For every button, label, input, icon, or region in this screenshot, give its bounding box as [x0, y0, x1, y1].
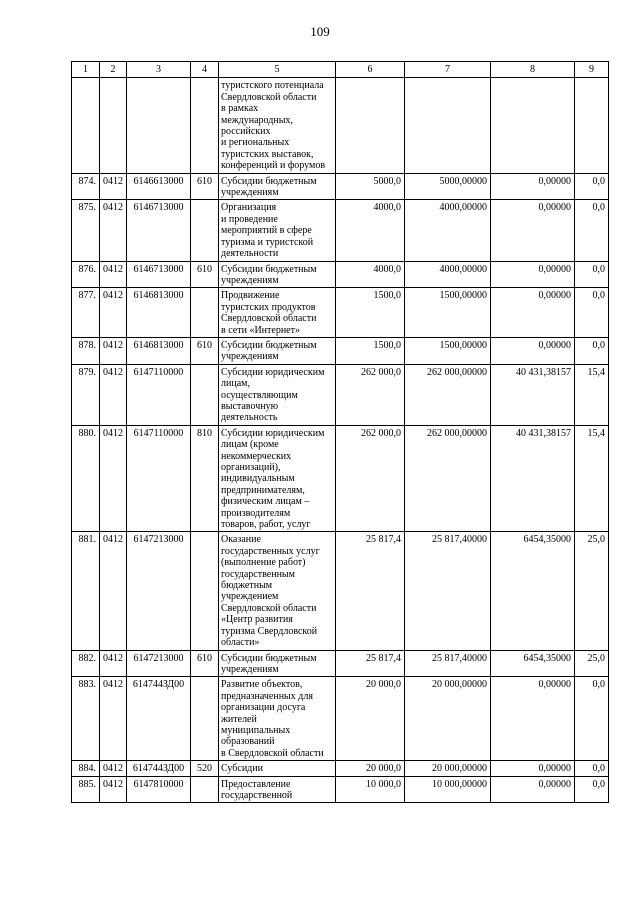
table-cell-c9: 0,0	[575, 776, 609, 803]
table-cell-c6: 25 817,4	[336, 532, 405, 650]
table-cell-c3: 6146813000	[127, 288, 191, 338]
table-cell-c7: 1500,00000	[405, 337, 491, 364]
budget-table	[71, 61, 609, 803]
table-cell-c6: 5000,0	[336, 173, 405, 200]
table-cell-c4	[191, 288, 219, 338]
table-cell-c2: 0412	[100, 761, 127, 776]
table-cell-c6	[336, 78, 405, 173]
table-cell-desc: туристского потенциала Свердловской области в рамках международных, российских и региональных туристских выставок, конференций и форумов	[219, 78, 336, 173]
table-cell-c8	[491, 78, 575, 173]
table-cell-c3: 6147110000	[127, 425, 191, 532]
table-cell-c4: 610	[191, 173, 219, 200]
column-header: 4	[191, 62, 219, 78]
table-cell-desc: Организация и проведение мероприятий в сфере туризма и туристской деятельности	[219, 200, 336, 261]
table-row	[72, 261, 609, 288]
table-cell-desc: Оказание государственных услуг (выполнение работ) государственным бюджетным учреждением Свердловской области «Центр развития туризма Свердловской области»	[219, 532, 336, 650]
table-cell-c9: 0,0	[575, 200, 609, 261]
table-cell-c2: 0412	[100, 364, 127, 425]
table-row	[72, 425, 609, 532]
table-cell-desc: Субсидии	[219, 761, 336, 776]
column-header: 1	[72, 62, 100, 78]
table-cell-c3: 6146713000	[127, 200, 191, 261]
table-cell-c3: 614744ЗД00	[127, 761, 191, 776]
table-cell-c4: 610	[191, 337, 219, 364]
table-cell-c4: 610	[191, 261, 219, 288]
table-cell-c9: 0,0	[575, 173, 609, 200]
table-cell-desc: Развитие объектов, предназначенных для организации досуга жителей муниципальных образований в Свердловской области	[219, 677, 336, 761]
table-cell-c8: 0,00000	[491, 173, 575, 200]
table-cell-c7: 262 000,00000	[405, 364, 491, 425]
table-cell-c8: 0,00000	[491, 288, 575, 338]
table-cell-desc: Субсидии юридическим лицам (кроме некоммерческих организаций), индивидуальным предпринимателям, физическим лицам – производителям товаров, работ, услуг	[219, 425, 336, 532]
column-header: 6	[336, 62, 405, 78]
table-cell-desc: Продвижение туристских продуктов Свердловской области в сети «Интернет»	[219, 288, 336, 338]
table-cell-c3: 6147810000	[127, 776, 191, 803]
table-cell-c6: 20 000,0	[336, 677, 405, 761]
table-cell-c8: 0,00000	[491, 677, 575, 761]
table-cell-c3	[127, 78, 191, 173]
table-cell-c9: 25,0	[575, 532, 609, 650]
table-cell-c4	[191, 364, 219, 425]
table-cell-c7: 10 000,00000	[405, 776, 491, 803]
table-cell-c2: 0412	[100, 425, 127, 532]
table-cell-c2: 0412	[100, 650, 127, 677]
table-cell-c2: 0412	[100, 288, 127, 338]
table-cell-c3: 6146613000	[127, 173, 191, 200]
table-cell-c4	[191, 532, 219, 650]
table-cell-c3: 6146813000	[127, 337, 191, 364]
table-cell-n: 879.	[72, 364, 100, 425]
table-row	[72, 200, 609, 261]
table-row	[72, 650, 609, 677]
table-cell-n: 878.	[72, 337, 100, 364]
table-cell-c6: 20 000,0	[336, 761, 405, 776]
table-cell-c4: 610	[191, 650, 219, 677]
table-cell-n	[72, 78, 100, 173]
table-cell-n: 883.	[72, 677, 100, 761]
table-cell-c9: 0,0	[575, 337, 609, 364]
table-cell-c8: 0,00000	[491, 261, 575, 288]
table-cell-c7: 262 000,00000	[405, 425, 491, 532]
table-cell-c8: 40 431,38157	[491, 364, 575, 425]
column-header: 7	[405, 62, 491, 78]
table-cell-c7: 1500,00000	[405, 288, 491, 338]
column-header: 8	[491, 62, 575, 78]
table-cell-c6: 4000,0	[336, 200, 405, 261]
table-cell-c2: 0412	[100, 776, 127, 803]
table-row	[72, 78, 609, 173]
table-cell-n: 882.	[72, 650, 100, 677]
table-body	[72, 78, 609, 803]
table-cell-c4	[191, 200, 219, 261]
table-cell-c3: 614744ЗД00	[127, 677, 191, 761]
table-cell-desc: Субсидии бюджетным учреждениям	[219, 173, 336, 200]
table-cell-c4: 520	[191, 761, 219, 776]
table-cell-c6: 25 817,4	[336, 650, 405, 677]
table-row	[72, 532, 609, 650]
table-cell-c2: 0412	[100, 261, 127, 288]
table-cell-c2	[100, 78, 127, 173]
table-cell-c4	[191, 78, 219, 173]
table-cell-c8: 6454,35000	[491, 650, 575, 677]
table-cell-c7	[405, 78, 491, 173]
table-cell-c9: 0,0	[575, 761, 609, 776]
table-cell-c2: 0412	[100, 337, 127, 364]
table-cell-c4: 810	[191, 425, 219, 532]
table-cell-c9: 15,4	[575, 364, 609, 425]
table-cell-c7: 25 817,40000	[405, 532, 491, 650]
table-cell-c6: 10 000,0	[336, 776, 405, 803]
table-cell-n: 884.	[72, 761, 100, 776]
table-cell-desc: Субсидии бюджетным учреждениям	[219, 650, 336, 677]
table-cell-c8: 0,00000	[491, 337, 575, 364]
table-cell-n: 877.	[72, 288, 100, 338]
table-cell-c2: 0412	[100, 200, 127, 261]
table-row	[72, 337, 609, 364]
table-cell-c9: 0,0	[575, 288, 609, 338]
table-cell-c3: 6147110000	[127, 364, 191, 425]
table-cell-n: 885.	[72, 776, 100, 803]
table-cell-c8: 0,00000	[491, 761, 575, 776]
table-cell-desc: Субсидии бюджетным учреждениям	[219, 337, 336, 364]
table-cell-c2: 0412	[100, 677, 127, 761]
table-cell-c4	[191, 776, 219, 803]
table-cell-c6: 262 000,0	[336, 364, 405, 425]
table-cell-c7: 4000,00000	[405, 261, 491, 288]
table-cell-c9: 25,0	[575, 650, 609, 677]
table-row	[72, 364, 609, 425]
table-cell-c3: 6147213000	[127, 650, 191, 677]
column-header: 2	[100, 62, 127, 78]
table-cell-c9: 0,0	[575, 677, 609, 761]
table-cell-c9	[575, 78, 609, 173]
table-cell-c4	[191, 677, 219, 761]
table-cell-c3: 6146713000	[127, 261, 191, 288]
table-cell-c3: 6147213000	[127, 532, 191, 650]
table-header-row	[72, 62, 609, 78]
table-cell-desc: Субсидии юридическим лицам, осуществляющим выставочную деятельность	[219, 364, 336, 425]
table-cell-c9: 0,0	[575, 261, 609, 288]
table-cell-c7: 20 000,00000	[405, 677, 491, 761]
table-row	[72, 677, 609, 761]
table-row	[72, 776, 609, 803]
table-cell-c2: 0412	[100, 173, 127, 200]
column-header: 3	[127, 62, 191, 78]
column-header: 9	[575, 62, 609, 78]
table-cell-c9: 15,4	[575, 425, 609, 532]
table-cell-c8: 40 431,38157	[491, 425, 575, 532]
table-cell-c7: 5000,00000	[405, 173, 491, 200]
column-header: 5	[219, 62, 336, 78]
table-cell-n: 874.	[72, 173, 100, 200]
table-row	[72, 761, 609, 776]
table-row	[72, 288, 609, 338]
table-cell-n: 875.	[72, 200, 100, 261]
table-cell-c7: 20 000,00000	[405, 761, 491, 776]
table-cell-c6: 1500,0	[336, 288, 405, 338]
table-row	[72, 173, 609, 200]
table-cell-desc: Предоставление государственной	[219, 776, 336, 803]
table-cell-c7: 4000,00000	[405, 200, 491, 261]
table-cell-c6: 262 000,0	[336, 425, 405, 532]
table-cell-c6: 4000,0	[336, 261, 405, 288]
table-cell-n: 876.	[72, 261, 100, 288]
table-cell-c6: 1500,0	[336, 337, 405, 364]
table-cell-desc: Субсидии бюджетным учреждениям	[219, 261, 336, 288]
table-cell-c8: 0,00000	[491, 776, 575, 803]
table-cell-n: 880.	[72, 425, 100, 532]
page-number: 109	[310, 24, 330, 39]
table-cell-c7: 25 817,40000	[405, 650, 491, 677]
table-cell-c8: 6454,35000	[491, 532, 575, 650]
table-cell-c2: 0412	[100, 532, 127, 650]
table-cell-n: 881.	[72, 532, 100, 650]
table-cell-c8: 0,00000	[491, 200, 575, 261]
